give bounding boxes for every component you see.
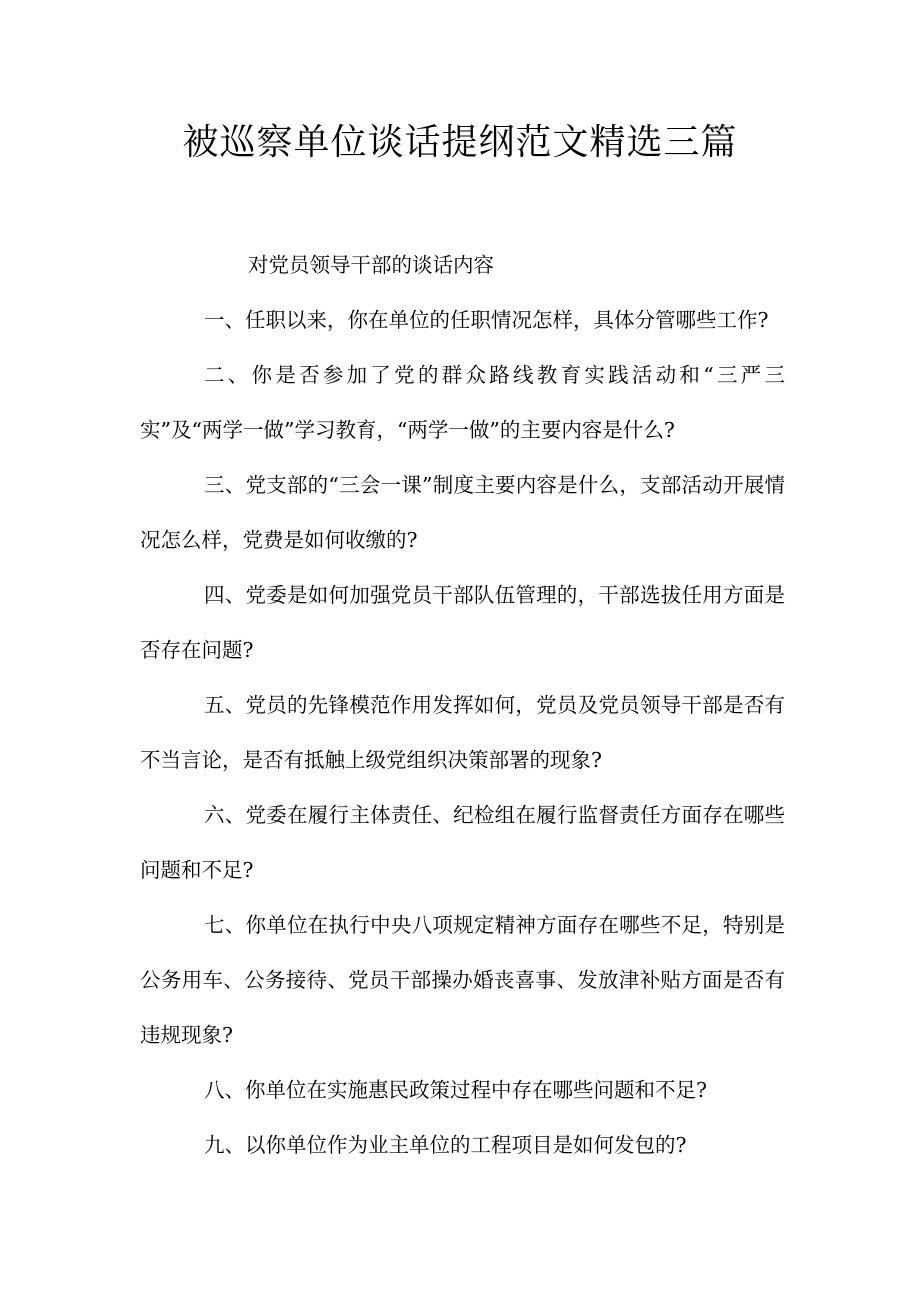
paragraph-5: 五、党员的先锋模范作用发挥如何，党员及党员领导干部是否有不当言论，是否有抵触上级党组织决策部署的现象? <box>140 693 785 772</box>
section-subheading: 对党员领导干部的谈话内容 <box>248 253 494 277</box>
paragraph-1: 一、任职以来，你在单位的任职情况怎样，具体分管哪些工作? <box>204 308 769 332</box>
paragraph-9: 九、以你单位作为业主单位的工程项目是如何发包的? <box>204 1133 687 1157</box>
paragraph-4: 四、党委是如何加强党员干部队伍管理的，干部选拔任用方面是否存在问题? <box>140 583 785 662</box>
document-body <box>140 238 785 1173</box>
paragraph-2: 二、你是否参加了党的群众路线教育实践活动和“三严三实”及“两学一做”学习教育，“两学一做”的主要内容是什么? <box>140 363 785 442</box>
paragraph-7: 七、你单位在执行中央八项规定精神方面存在哪些不足，特别是公务用车、公务接待、党员干部操办婚丧喜事、发放津补贴方面是否有违规现象? <box>140 913 785 1047</box>
paragraph-8: 八、你单位在实施惠民政策过程中存在哪些问题和不足? <box>204 1078 707 1102</box>
document-title: 被巡察单位谈话提纲范文精选三篇 <box>182 122 738 163</box>
paragraph-6: 六、党委在履行主体责任、纪检组在履行监督责任方面存在哪些问题和不足? <box>140 803 785 882</box>
paragraph-3: 三、党支部的“三会一课”制度主要内容是什么，支部活动开展情况怎么样，党费是如何收缴的? <box>140 473 785 552</box>
